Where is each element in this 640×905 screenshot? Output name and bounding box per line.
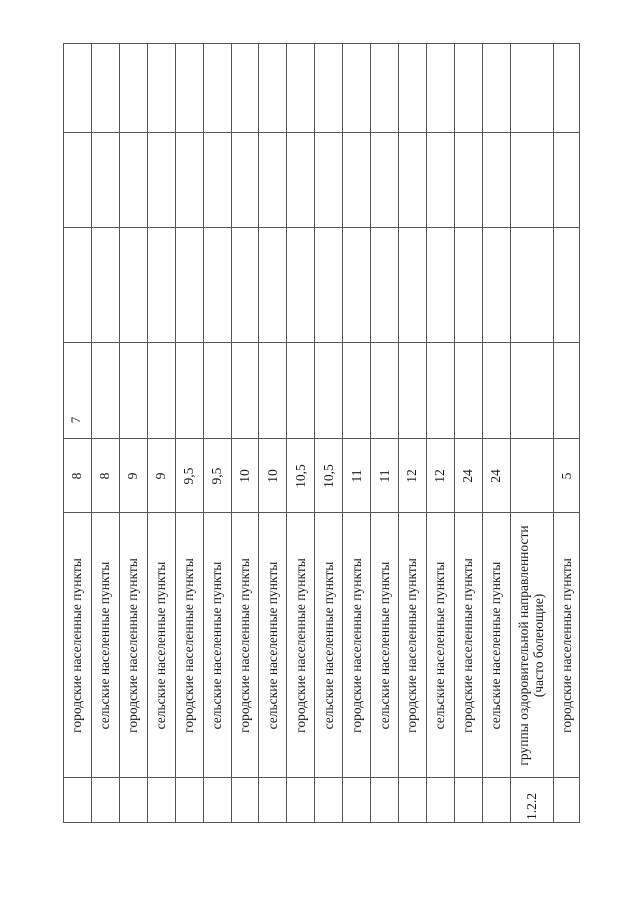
row-value: 9,5 [181, 467, 197, 485]
row-name: городские населенные пункты [348, 558, 364, 733]
row-name: городские населенные пункты [236, 558, 252, 733]
row-name: городские населенные пункты [559, 558, 575, 733]
row-number [286, 779, 314, 820]
row-number [342, 779, 370, 820]
row-value: 11 [348, 469, 364, 483]
row-name: сельские населенные пункты [209, 561, 225, 730]
row-value: 5 [559, 472, 575, 480]
row-name: сельские населенные пункты [432, 561, 448, 730]
row-name: сельские населенные пункты [488, 561, 504, 730]
row-name: городские населенные пункты [460, 558, 476, 733]
row-number [147, 779, 175, 820]
row-number [203, 779, 231, 820]
row-number [482, 779, 510, 820]
row-name: городские населенные пункты [292, 558, 308, 733]
row-number [398, 779, 426, 820]
row-value: 24 [488, 469, 504, 483]
row-number [63, 779, 91, 820]
row-name: сельские населенные пункты [320, 561, 336, 730]
row-number [231, 779, 259, 820]
row-number [91, 779, 119, 820]
row-name: группы оздоровительной направленности (часто болеющие) [516, 525, 547, 766]
row-name: сельские населенные пункты [97, 561, 113, 730]
rates-table [63, 43, 580, 823]
row-value: 11 [376, 469, 392, 483]
row-name: городские населенные пункты [69, 558, 85, 733]
row-value: 12 [404, 469, 420, 483]
column-divider [63, 43, 580, 44]
row-value: 10,5 [320, 464, 336, 488]
column-divider [63, 132, 580, 133]
row-name: сельские населенные пункты [376, 561, 392, 730]
row-value: 10,5 [292, 464, 308, 488]
row-number [258, 779, 286, 820]
row-value: 9,5 [209, 467, 225, 485]
row-value: 24 [460, 469, 476, 483]
row-name: сельские населенные пункты [153, 561, 169, 730]
column-divider [63, 227, 580, 228]
page-number: 7 [68, 416, 83, 424]
row-name: городские населенные пункты [125, 558, 141, 733]
row-name: городские населенные пункты [404, 558, 420, 733]
row-value: 10 [236, 469, 252, 483]
row-name: сельские населенные пункты [264, 561, 280, 730]
column-divider [63, 342, 580, 343]
row-number [454, 779, 482, 820]
row-number: 1.2.2 [523, 793, 539, 820]
column-divider [63, 822, 580, 823]
row-value: 8 [69, 472, 85, 480]
table-body [63, 43, 580, 823]
row-value: 10 [264, 469, 280, 483]
row-value: 8 [97, 472, 113, 480]
row-number [426, 779, 454, 820]
row-value: 12 [432, 469, 448, 483]
row-value: 9 [125, 472, 141, 480]
row-number [553, 779, 580, 820]
row-value: 9 [153, 472, 169, 480]
column-divider [63, 777, 580, 778]
row-number [314, 779, 342, 820]
row-value [510, 439, 553, 513]
row-number [175, 779, 203, 820]
row-number [370, 779, 398, 820]
row-number [119, 779, 147, 820]
row-name: городские населенные пункты [181, 558, 197, 733]
